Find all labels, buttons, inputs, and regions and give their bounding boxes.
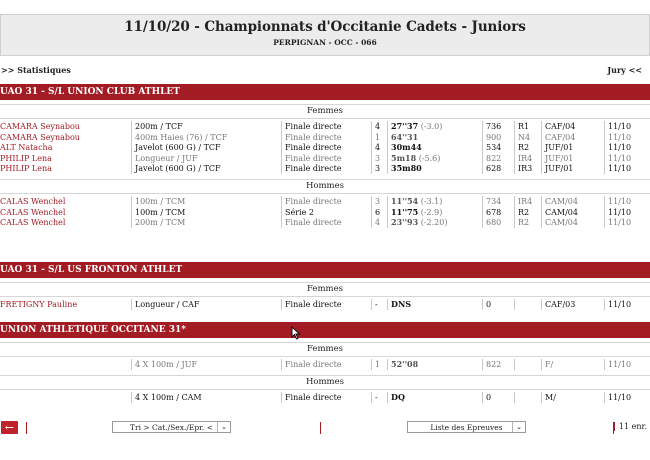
result-row[interactable] [0,196,650,207]
result-event-cell: 100m / TCM [131,196,279,207]
result-cat-cell: JUF/01 [541,142,603,153]
result-name-cell[interactable]: ALT Natacha [0,143,53,153]
result-event-cell: 4 X 100m / CAM [131,392,279,403]
result-event-cell: Longueur / CAF [131,299,279,310]
result-name-cell [0,392,130,403]
result-name-cell[interactable]: CAMARA Seynabou [0,132,80,142]
result-perf-cell [387,132,481,143]
result-pts-cell: 680 [482,217,514,228]
result-round-cell: Finale directe [281,359,369,370]
result-row[interactable] [0,153,650,164]
result-round-cell: Finale directe [281,121,369,132]
result-rank-cell: IR4 [514,153,541,164]
result-round-cell: Finale directe [281,196,369,207]
result-lane-cell: 1 [371,132,385,143]
footer-bar [0,421,650,435]
result-lane-cell: 3 [371,196,385,207]
result-rank-cell: IR3 [514,163,541,174]
result-row[interactable] [0,207,650,218]
page-subtitle: PERPIGNAN - OCC - 066 [273,38,377,47]
result-performance: DQ [391,391,405,402]
nav-row [0,63,648,77]
back-button[interactable] [1,421,18,434]
result-cat-cell: JUF/01 [541,163,603,174]
result-name-cell[interactable]: FRETIGNY Pauline [0,300,78,309]
footer-divider [26,422,27,434]
result-rank-cell: R1 [514,121,541,132]
result-date-cell: 11/10 [604,217,650,228]
result-pts-cell: 822 [482,153,514,164]
result-date-cell: 11/10 [604,207,650,218]
result-cat-cell: CAF/04 [541,121,603,132]
result-cat-cell: CAM/04 [541,217,603,228]
result-round-cell: Finale directe [281,153,369,164]
result-rank-cell: R2 [514,217,541,228]
result-cat-cell: CAF/04 [541,132,603,143]
result-event-cell: 4 X 100m / JUF [131,359,279,370]
result-rank-cell: IR4 [514,196,541,207]
result-date-cell: 11/10 [604,196,650,207]
result-performance: 11''54 [391,196,419,206]
result-lane-cell: 1 [371,359,385,370]
result-perf-cell [387,299,481,310]
result-rank-cell: N4 [514,132,541,143]
result-round-cell: Série 2 [281,207,369,218]
result-performance: DNS [391,299,412,309]
page-title: 11/10/20 - Championnats d'Occitanie Cadets - Juniors [124,19,526,35]
result-performance: 52''08 [391,359,419,369]
result-rank-cell [514,392,541,403]
gender-section-header: Femmes [0,342,650,357]
result-cat-cell: JUF/01 [541,153,603,164]
club-header: UAO 31 - S/L US FRONTON ATHLET [0,262,650,278]
result-round-cell: Finale directe [281,163,369,174]
result-event-cell: 200m / TCF [131,121,279,132]
result-round-cell: Finale directe [281,217,369,228]
result-performance: 30m44 [391,142,422,153]
footer-divider [320,422,321,434]
gender-section-header: Femmes [0,104,650,119]
result-event-cell: 100m / TCM [131,207,279,218]
result-wind: (-2.20) [418,218,448,228]
chevron-down-icon: ⌄ [512,422,525,432]
result-date-cell: 11/10 [604,142,650,153]
result-performance: 64''31 [391,131,419,142]
result-cat-cell: F/ [541,359,603,370]
gender-section-header: Hommes [0,375,650,390]
result-cat-cell: CAM/04 [541,207,603,218]
result-round-cell: Finale directe [281,299,369,310]
result-row[interactable] [0,392,650,403]
sort-select[interactable] [112,421,231,433]
result-perf-cell [387,153,481,164]
result-performance: 27''37 [391,121,419,131]
result-round-cell: Finale directe [281,142,369,153]
result-pts-cell: 734 [482,196,514,207]
result-performance: 5m18 [391,152,417,163]
result-event-cell: Javelot (600 G) / TCF [131,163,279,174]
result-name-cell[interactable]: CALAS Wenchel [0,218,66,228]
result-date-cell: 11/10 [604,121,650,132]
result-name-cell[interactable]: CALAS Wenchel [0,207,66,217]
result-wind: (-3.0) [418,122,443,131]
result-perf-cell [387,359,481,370]
arrow-left-icon: ← [4,421,15,434]
result-pts-cell: 736 [482,121,514,132]
page-header [0,14,650,56]
result-pts-cell: 534 [482,142,514,153]
result-lane-cell: - [371,392,385,403]
statistics-link[interactable]: >> Statistiques [1,65,71,75]
result-perf-cell [387,207,481,218]
result-performance: 11''75 [391,206,419,217]
result-event-cell: Longueur / JUF [131,153,279,164]
result-round-cell: Finale directe [281,132,369,143]
result-lane-cell: 4 [371,121,385,132]
result-lane-cell: 6 [371,207,385,218]
result-row[interactable] [0,359,650,370]
result-row[interactable] [0,217,650,228]
events-select[interactable] [407,421,526,433]
result-perf-cell [387,121,481,132]
result-lane-cell: - [371,299,385,310]
result-rank-cell [514,299,541,310]
result-performance: 35m80 [391,163,422,174]
club-header: UAO 31 - S/L UNION CLUB ATHLET [0,84,650,100]
result-name-cell [0,359,130,370]
result-perf-cell [387,142,481,153]
chevron-down-icon: ⌄ [217,422,230,432]
result-cat-cell: CAM/04 [541,196,603,207]
mouse-cursor-icon [291,326,301,340]
result-event-cell: 200m / TCM [131,217,279,228]
result-date-cell: 11/10 [604,392,650,403]
events-select-value: Liste des Epreuves [430,423,503,432]
result-name-cell[interactable]: PHILIP Lena [0,164,52,174]
gender-section-header: Hommes [0,179,650,194]
result-name-cell[interactable]: CAMARA Seynabou [0,122,80,131]
result-event-cell: 400m Haies (76) / TCF [131,132,279,143]
result-round-cell: Finale directe [281,392,369,403]
result-perf-cell [387,217,481,228]
result-rank-cell [514,359,541,370]
result-rank-cell: R2 [514,142,541,153]
result-pts-cell: 628 [482,163,514,174]
result-row[interactable] [0,121,650,132]
result-row[interactable] [0,299,650,310]
result-lane-cell: 3 [371,153,385,164]
result-row[interactable] [0,132,650,143]
result-pts-cell: 678 [482,207,514,218]
result-perf-cell [387,392,481,403]
result-rank-cell: R2 [514,207,541,218]
result-name-cell[interactable]: CALAS Wenchel [0,197,66,206]
record-count: 11 enr. [614,422,647,431]
result-wind: (-2.9) [418,207,443,217]
club-header: UNION ATHLETIQUE OCCITANE 31* [0,322,650,338]
result-perf-cell [387,196,481,207]
result-pts-cell: 900 [482,132,514,143]
result-performance: 23''93 [391,217,419,228]
result-date-cell: 11/10 [604,299,650,310]
result-perf-cell [387,163,481,174]
result-pts-cell: 0 [482,392,514,403]
result-cat-cell: CAF/03 [541,299,603,310]
result-date-cell: 11/10 [604,163,650,174]
jury-link[interactable]: Jury << [607,65,642,75]
result-lane-cell: 4 [371,217,385,228]
sort-select-value: Tri > Cat./Sex./Epr. < [130,423,213,432]
result-lane-cell: 3 [371,163,385,174]
result-date-cell: 11/10 [604,132,650,143]
result-date-cell: 11/10 [604,359,650,370]
result-row[interactable] [0,163,650,174]
result-wind: (-3.1) [418,197,443,206]
result-pts-cell: 0 [482,299,514,310]
gender-section-header: Femmes [0,282,650,297]
result-wind: (-5.6) [416,153,441,163]
result-name-cell[interactable]: PHILIP Lena [0,153,52,163]
result-date-cell: 11/10 [604,153,650,164]
result-cat-cell: M/ [541,392,603,403]
result-pts-cell: 822 [482,359,514,370]
result-row[interactable] [0,142,650,153]
result-event-cell: Javelot (600 G) / TCF [131,142,279,153]
result-lane-cell: 4 [371,142,385,153]
